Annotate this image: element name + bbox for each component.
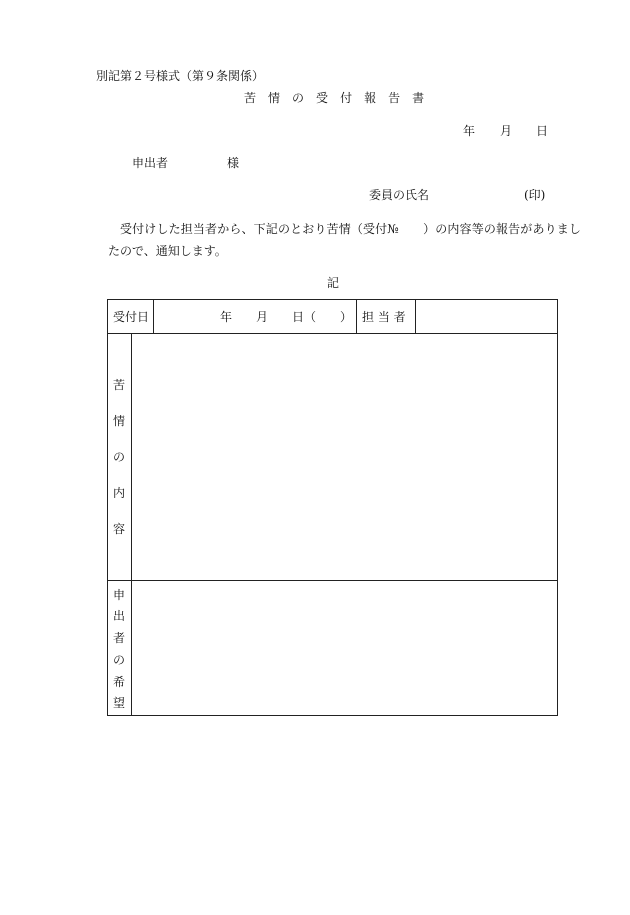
table-border-right <box>557 299 558 716</box>
received-date-day[interactable]: 日（ ） <box>292 310 353 324</box>
title-char: 報 <box>364 91 377 105</box>
received-date-year[interactable]: 年 <box>220 310 233 324</box>
row-divider <box>107 333 558 334</box>
sender-label: 委員の氏名 <box>369 188 430 202</box>
date-year: 年 <box>463 124 476 138</box>
wish-label-char: 望 <box>113 696 126 710</box>
date-month: 月 <box>500 124 513 138</box>
body-line-2: たので、通知します。 <box>108 244 227 258</box>
complaint-label-char: 情 <box>113 414 126 428</box>
complaint-label-char: 内 <box>113 486 126 500</box>
title-char: の <box>292 91 305 105</box>
staff-label: 担 当 者 <box>362 310 406 324</box>
col-divider <box>356 299 357 333</box>
complaint-content-field[interactable] <box>134 336 554 577</box>
title-char: 情 <box>268 91 281 105</box>
col-divider <box>131 333 132 716</box>
title-char: 苦 <box>244 91 257 105</box>
complaint-label-char: 容 <box>113 522 126 536</box>
addressee-honorific: 様 <box>227 156 240 170</box>
col-divider <box>153 299 154 333</box>
staff-field[interactable] <box>420 303 554 329</box>
wish-label-char: 希 <box>113 675 126 689</box>
row-divider <box>107 580 558 581</box>
date-day: 日 <box>536 124 549 138</box>
title-char: 書 <box>412 91 425 105</box>
complaint-label-char: の <box>113 450 126 464</box>
complaint-label-char: 苦 <box>113 378 126 392</box>
title-char: 告 <box>388 91 401 105</box>
wish-label-char: 申 <box>113 588 126 602</box>
form-reference: 別記第２号様式（第９条関係） <box>96 69 265 83</box>
table-border-bottom <box>107 715 558 716</box>
seal-mark: (印) <box>524 188 546 202</box>
note-mark: 記 <box>327 276 340 290</box>
body-line-1: 受付けした担当者から、下記のとおり苦情（受付№ ）の内容等の報告がありまし <box>120 222 582 236</box>
table-border-left <box>107 299 108 716</box>
addressee-label: 申出者 <box>132 156 169 170</box>
received-date-label: 受付日 <box>113 310 150 324</box>
wish-label-char: 者 <box>113 631 126 645</box>
title-char: 受 <box>316 91 329 105</box>
received-date-month[interactable]: 月 <box>256 310 269 324</box>
col-divider <box>415 299 416 333</box>
wish-label-char: の <box>113 653 126 667</box>
wish-label-char: 出 <box>113 609 126 623</box>
wish-content-field[interactable] <box>134 583 554 712</box>
table-border-top <box>107 299 558 300</box>
title-char: 付 <box>340 91 353 105</box>
